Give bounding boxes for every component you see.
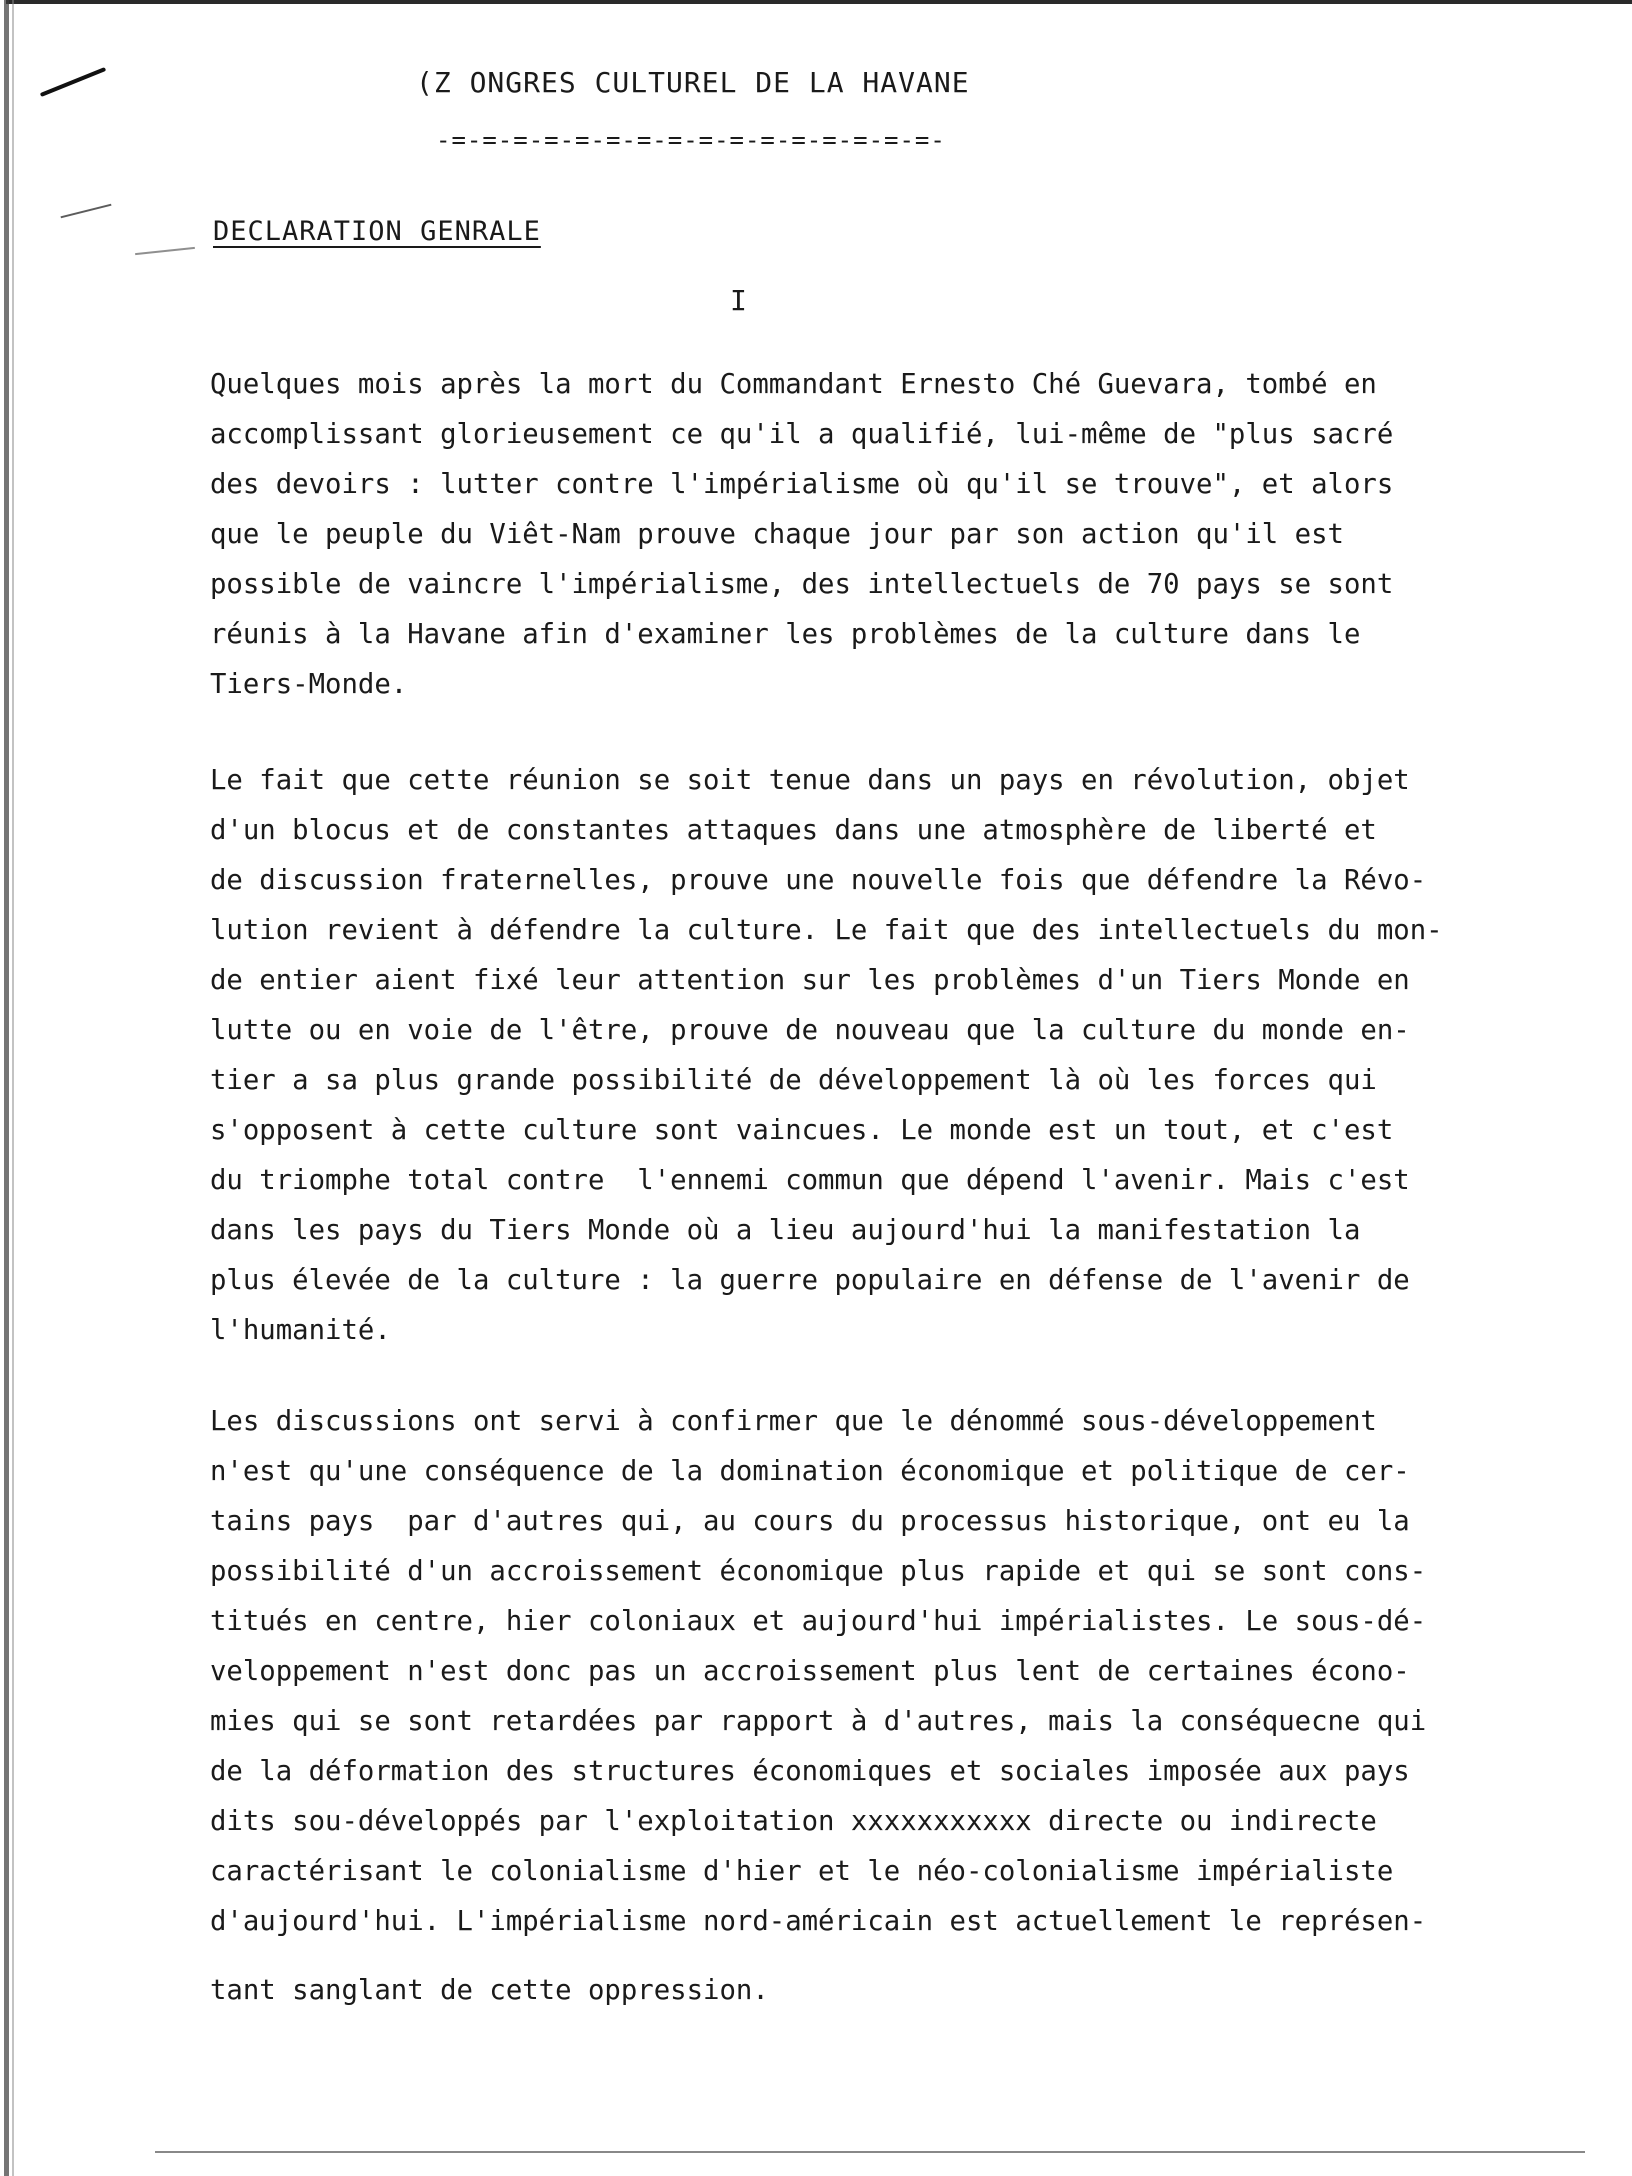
text-line: accomplissant glorieusement ce qu'il a qualifié, lui-même de "plus sacré (210, 419, 1394, 450)
text-line: d'un blocus et de constantes attaques dans une atmosphère de liberté et (210, 815, 1377, 846)
text-line: tains pays par d'autres qui, au cours du processus historique, ont eu la (210, 1506, 1410, 1537)
text-line: n'est qu'une conséquence de la domination économique et politique de cer- (210, 1456, 1410, 1487)
text-line: caractérisant le colonialisme d'hier et le néo-colonialisme impérialiste (210, 1856, 1394, 1887)
text-line: dans les pays du Tiers Monde où a lieu aujourd'hui la manifestation la (210, 1215, 1361, 1246)
text-line: réunis à la Havane afin d'examiner les problèmes de la culture dans le (210, 619, 1361, 650)
bottom-rule (155, 2151, 1585, 2153)
text-line: dits sou-développés par l'exploitation xxxxxxxxxxx directe ou indirecte (210, 1806, 1377, 1837)
document-title: (Z ONGRES CULTUREL DE LA HAVANE (416, 66, 970, 99)
text-line: du triomphe total contre l'ennemi commun que dépend l'avenir. Mais c'est (210, 1165, 1410, 1196)
text-line: de discussion fraternelles, prouve une nouvelle fois que défendre la Révo- (210, 865, 1427, 896)
paragraph-3 (210, 1397, 1600, 1947)
text-line: titués en centre, hier coloniaux et aujourd'hui impérialistes. Le sous-dé- (210, 1606, 1427, 1637)
paragraph-1 (210, 360, 1600, 710)
text-line: Quelques mois après la mort du Commandant Ernesto Ché Guevara, tombé en (210, 369, 1377, 400)
section-heading: DECLARATION GENRALE (213, 216, 541, 247)
scan-left-edge-shadow (12, 0, 14, 2176)
text-line: d'aujourd'hui. L'impérialisme nord-américain est actuellement le représen- (210, 1906, 1427, 1937)
closing-line: tant sanglant de cette oppression. (210, 1975, 769, 2006)
text-line: veloppement n'est donc pas un accroissement plus lent de certaines écono- (210, 1656, 1410, 1687)
text-line: de entier aient fixé leur attention sur les problèmes d'un Tiers Monde en (210, 965, 1410, 996)
text-line: plus élevée de la culture : la guerre populaire en défense de l'avenir de (210, 1265, 1410, 1296)
text-line: que le peuple du Viêt-Nam prouve chaque jour par son action qu'il est (210, 519, 1344, 550)
text-line: s'opposent à cette culture sont vaincues. Le monde est un tout, et c'est (210, 1115, 1394, 1146)
text-line: possible de vaincre l'impérialisme, des intellectuels de 70 pays se sont (210, 569, 1394, 600)
text-line: lutte ou en voie de l'être, prouve de nouveau que la culture du monde en- (210, 1015, 1410, 1046)
text-line: possibilité d'un accroissement économique plus rapide et qui se sont cons- (210, 1556, 1427, 1587)
text-line: l'humanité. (210, 1315, 391, 1346)
text-line: mies qui se sont retardées par rapport à d'autres, mais la conséquecne qui (210, 1706, 1427, 1737)
scan-left-edge (4, 0, 9, 2176)
pen-mark-faint (135, 247, 195, 255)
pen-mark (40, 67, 106, 97)
paragraph-2 (210, 756, 1600, 1356)
scan-top-edge (6, 0, 1632, 4)
text-line: des devoirs : lutter contre l'impérialisme où qu'il se trouve", et alors (210, 469, 1394, 500)
pen-mark-faint (61, 204, 112, 219)
text-line: Le fait que cette réunion se soit tenue dans un pays en révolution, objet (210, 765, 1410, 796)
title-underline: -=-=-=-=-=-=-=-=-=-=-=-=-=-=-=-=- (436, 126, 946, 154)
section-number: I (730, 284, 747, 317)
text-line: Les discussions ont servi à confirmer que le dénommé sous-développement (210, 1406, 1377, 1437)
text-line: tier a sa plus grande possibilité de développement là où les forces qui (210, 1065, 1377, 1096)
text-line: lution revient à défendre la culture. Le fait que des intellectuels du mon- (210, 915, 1443, 946)
text-line: de la déformation des structures économiques et sociales imposée aux pays (210, 1756, 1410, 1787)
text-line: Tiers-Monde. (210, 669, 408, 700)
